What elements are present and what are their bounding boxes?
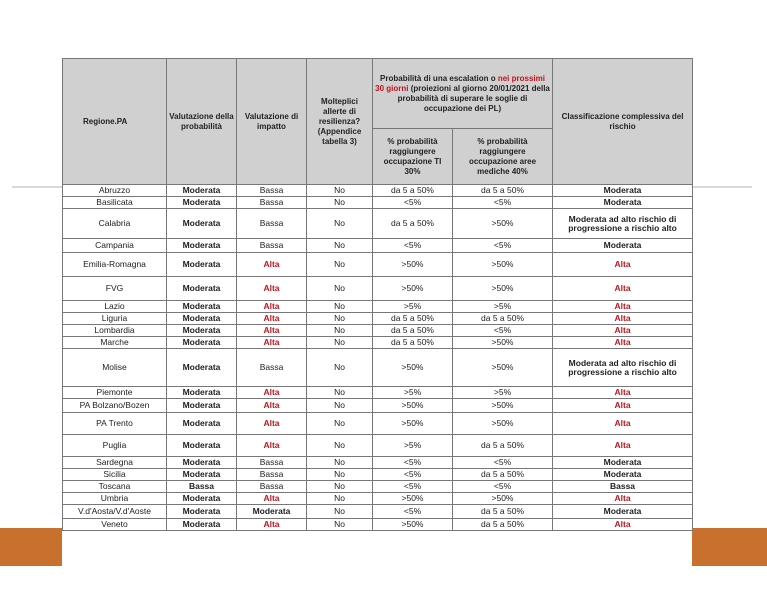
- table-row: [63, 349, 693, 387]
- cell-classificazione: Moderata ad alto rischio di progressione a rischio alto: [553, 349, 693, 387]
- cell-probabilita: Moderata: [167, 239, 237, 253]
- cell-probabilita: Moderata: [167, 349, 237, 387]
- cell-regione: V.d'Aosta/V.d'Aoste: [63, 505, 167, 519]
- table-row: [63, 481, 693, 493]
- cell-allerte: No: [307, 505, 373, 519]
- cell-regione: Campania: [63, 239, 167, 253]
- cell-ti: <5%: [373, 481, 453, 493]
- table-row: [63, 253, 693, 277]
- cell-ti: >5%: [373, 387, 453, 399]
- cell-ti: da 5 a 50%: [373, 337, 453, 349]
- cell-classificazione: Alta: [553, 399, 693, 413]
- table-row: [63, 325, 693, 337]
- cell-regione: FVG: [63, 277, 167, 301]
- risk-table-sheet: [62, 58, 692, 566]
- cell-impatto: Bassa: [237, 481, 307, 493]
- cell-classificazione: Moderata: [553, 505, 693, 519]
- table-row: [63, 313, 693, 325]
- cell-impatto: Bassa: [237, 349, 307, 387]
- orange-band-left: [0, 528, 62, 566]
- cell-aree: >50%: [453, 253, 553, 277]
- header-classificazione: Classificazione complessiva del rischio: [553, 59, 693, 185]
- cell-impatto: Alta: [237, 337, 307, 349]
- cell-probabilita: Moderata: [167, 337, 237, 349]
- cell-probabilita: Moderata: [167, 493, 237, 505]
- cell-ti: <5%: [373, 197, 453, 209]
- cell-ti: >50%: [373, 413, 453, 435]
- cell-classificazione: Alta: [553, 337, 693, 349]
- cell-allerte: No: [307, 253, 373, 277]
- cell-classificazione: Bassa: [553, 481, 693, 493]
- cell-impatto: Bassa: [237, 457, 307, 469]
- cell-regione: Abruzzo: [63, 185, 167, 197]
- cell-ti: <5%: [373, 239, 453, 253]
- table-row: [63, 277, 693, 301]
- cell-aree: >50%: [453, 349, 553, 387]
- cell-ti: >50%: [373, 277, 453, 301]
- cell-aree: >5%: [453, 387, 553, 399]
- orange-band-right: [692, 528, 767, 566]
- cell-allerte: No: [307, 337, 373, 349]
- table-row: [63, 457, 693, 469]
- table-row: [63, 185, 693, 197]
- cell-aree: da 5 a 50%: [453, 505, 553, 519]
- table-row: [63, 493, 693, 505]
- cell-impatto: Alta: [237, 301, 307, 313]
- cell-regione: Sicilia: [63, 469, 167, 481]
- cell-allerte: No: [307, 413, 373, 435]
- cell-aree: >50%: [453, 399, 553, 413]
- cell-regione: Marche: [63, 337, 167, 349]
- table-row: [63, 197, 693, 209]
- cell-allerte: No: [307, 469, 373, 481]
- header-ti: % probabilità raggiungere occupazione TI 30%: [373, 129, 453, 185]
- cell-regione: Lazio: [63, 301, 167, 313]
- table-row: [63, 435, 693, 457]
- cell-aree: >50%: [453, 277, 553, 301]
- table-row: [63, 469, 693, 481]
- table-row: [63, 413, 693, 435]
- header-escalation-red: nei prossimi 30 giorni: [375, 73, 545, 93]
- cell-classificazione: Alta: [553, 313, 693, 325]
- cell-ti: <5%: [373, 505, 453, 519]
- cell-probabilita: Moderata: [167, 387, 237, 399]
- header-allerte: Molteplici allerte di resilienza? (Appendice tabella 3): [307, 59, 373, 185]
- cell-classificazione: Moderata: [553, 185, 693, 197]
- cell-impatto: Alta: [237, 325, 307, 337]
- cell-allerte: No: [307, 457, 373, 469]
- cell-aree: <5%: [453, 239, 553, 253]
- cell-impatto: Alta: [237, 387, 307, 399]
- cell-probabilita: Moderata: [167, 457, 237, 469]
- cell-ti: >50%: [373, 253, 453, 277]
- cell-aree: <5%: [453, 457, 553, 469]
- cell-classificazione: Alta: [553, 493, 693, 505]
- table-row: [63, 519, 693, 531]
- cell-ti: >50%: [373, 519, 453, 531]
- cell-allerte: No: [307, 185, 373, 197]
- cell-ti: >5%: [373, 301, 453, 313]
- header-escalation-part1: Probabilità di una escalation o: [380, 73, 498, 83]
- cell-aree: <5%: [453, 481, 553, 493]
- cell-impatto: Moderata: [237, 505, 307, 519]
- cell-ti: da 5 a 50%: [373, 325, 453, 337]
- cell-regione: Calabria: [63, 209, 167, 239]
- slide-divider-right: [692, 186, 752, 188]
- header-impatto: Valutazione di impatto: [237, 59, 307, 185]
- cell-aree: <5%: [453, 325, 553, 337]
- cell-aree: da 5 a 50%: [453, 469, 553, 481]
- header-escalation-part2: (proiezioni al giorno 20/01/2021 della probabilità di superare le soglie di occupazione dei PL): [397, 83, 550, 113]
- cell-allerte: No: [307, 277, 373, 301]
- cell-allerte: No: [307, 325, 373, 337]
- cell-probabilita: Moderata: [167, 399, 237, 413]
- cell-regione: Toscana: [63, 481, 167, 493]
- header-regione: Regione.PA: [63, 59, 167, 185]
- cell-impatto: Bassa: [237, 239, 307, 253]
- cell-probabilita: Moderata: [167, 519, 237, 531]
- cell-aree: da 5 a 50%: [453, 185, 553, 197]
- cell-aree: >5%: [453, 301, 553, 313]
- cell-allerte: No: [307, 493, 373, 505]
- cell-classificazione: Moderata: [553, 239, 693, 253]
- cell-probabilita: Moderata: [167, 313, 237, 325]
- cell-aree: >50%: [453, 209, 553, 239]
- cell-probabilita: Moderata: [167, 325, 237, 337]
- table-row: [63, 209, 693, 239]
- cell-classificazione: Alta: [553, 413, 693, 435]
- table-row: [63, 399, 693, 413]
- cell-regione: Lombardia: [63, 325, 167, 337]
- cell-probabilita: Moderata: [167, 185, 237, 197]
- cell-ti: da 5 a 50%: [373, 209, 453, 239]
- slide-divider-left: [12, 186, 62, 188]
- cell-impatto: Alta: [237, 313, 307, 325]
- cell-allerte: No: [307, 197, 373, 209]
- cell-probabilita: Moderata: [167, 435, 237, 457]
- cell-allerte: No: [307, 387, 373, 399]
- cell-ti: da 5 a 50%: [373, 185, 453, 197]
- cell-probabilita: Moderata: [167, 301, 237, 313]
- cell-probabilita: Moderata: [167, 209, 237, 239]
- cell-probabilita: Moderata: [167, 277, 237, 301]
- cell-impatto: Alta: [237, 493, 307, 505]
- cell-regione: Emilia-Romagna: [63, 253, 167, 277]
- cell-aree: >50%: [453, 493, 553, 505]
- cell-allerte: No: [307, 209, 373, 239]
- cell-aree: da 5 a 50%: [453, 435, 553, 457]
- cell-ti: da 5 a 50%: [373, 313, 453, 325]
- cell-allerte: No: [307, 519, 373, 531]
- cell-probabilita: Moderata: [167, 253, 237, 277]
- cell-regione: Umbria: [63, 493, 167, 505]
- cell-allerte: No: [307, 349, 373, 387]
- cell-classificazione: Moderata ad alto rischio di progressione a rischio alto: [553, 209, 693, 239]
- cell-classificazione: Moderata: [553, 197, 693, 209]
- header-escalation: [373, 59, 553, 129]
- cell-classificazione: Moderata: [553, 469, 693, 481]
- cell-probabilita: Moderata: [167, 505, 237, 519]
- cell-regione: PA Bolzano/Bozen: [63, 399, 167, 413]
- cell-ti: <5%: [373, 469, 453, 481]
- risk-classification-table: [62, 58, 693, 531]
- cell-allerte: No: [307, 301, 373, 313]
- cell-regione: Liguria: [63, 313, 167, 325]
- table-row: [63, 387, 693, 399]
- cell-regione: Molise: [63, 349, 167, 387]
- cell-regione: Basilicata: [63, 197, 167, 209]
- cell-allerte: No: [307, 239, 373, 253]
- cell-classificazione: Alta: [553, 253, 693, 277]
- cell-impatto: Alta: [237, 277, 307, 301]
- cell-probabilita: Moderata: [167, 197, 237, 209]
- cell-ti: >50%: [373, 349, 453, 387]
- cell-regione: Puglia: [63, 435, 167, 457]
- table-row: [63, 337, 693, 349]
- cell-allerte: No: [307, 399, 373, 413]
- cell-impatto: Alta: [237, 435, 307, 457]
- table-row: [63, 239, 693, 253]
- cell-classificazione: Alta: [553, 387, 693, 399]
- cell-allerte: No: [307, 313, 373, 325]
- cell-classificazione: Alta: [553, 301, 693, 313]
- cell-allerte: No: [307, 435, 373, 457]
- cell-regione: PA Trento: [63, 413, 167, 435]
- cell-regione: Veneto: [63, 519, 167, 531]
- cell-aree: >50%: [453, 337, 553, 349]
- cell-impatto: Bassa: [237, 185, 307, 197]
- cell-ti: >5%: [373, 435, 453, 457]
- cell-regione: Piemonte: [63, 387, 167, 399]
- cell-aree: da 5 a 50%: [453, 519, 553, 531]
- cell-classificazione: Alta: [553, 519, 693, 531]
- cell-ti: >50%: [373, 493, 453, 505]
- cell-impatto: Bassa: [237, 469, 307, 481]
- cell-impatto: Alta: [237, 253, 307, 277]
- cell-classificazione: Moderata: [553, 457, 693, 469]
- table-row: [63, 301, 693, 313]
- header-probabilita: Valutazione della probabilità: [167, 59, 237, 185]
- cell-classificazione: Alta: [553, 325, 693, 337]
- cell-impatto: Alta: [237, 519, 307, 531]
- cell-aree: da 5 a 50%: [453, 313, 553, 325]
- table-body: [63, 185, 693, 531]
- cell-impatto: Bassa: [237, 197, 307, 209]
- cell-aree: >50%: [453, 413, 553, 435]
- cell-ti: <5%: [373, 457, 453, 469]
- cell-impatto: Alta: [237, 399, 307, 413]
- cell-regione: Sardegna: [63, 457, 167, 469]
- cell-allerte: No: [307, 481, 373, 493]
- cell-ti: >50%: [373, 399, 453, 413]
- cell-impatto: Alta: [237, 413, 307, 435]
- cell-classificazione: Alta: [553, 435, 693, 457]
- header-aree: % probabilità raggiungere occupazione aree mediche 40%: [453, 129, 553, 185]
- cell-impatto: Bassa: [237, 209, 307, 239]
- cell-classificazione: Alta: [553, 277, 693, 301]
- cell-aree: <5%: [453, 197, 553, 209]
- cell-probabilita: Moderata: [167, 413, 237, 435]
- cell-probabilita: Bassa: [167, 481, 237, 493]
- table-row: [63, 505, 693, 519]
- cell-probabilita: Moderata: [167, 469, 237, 481]
